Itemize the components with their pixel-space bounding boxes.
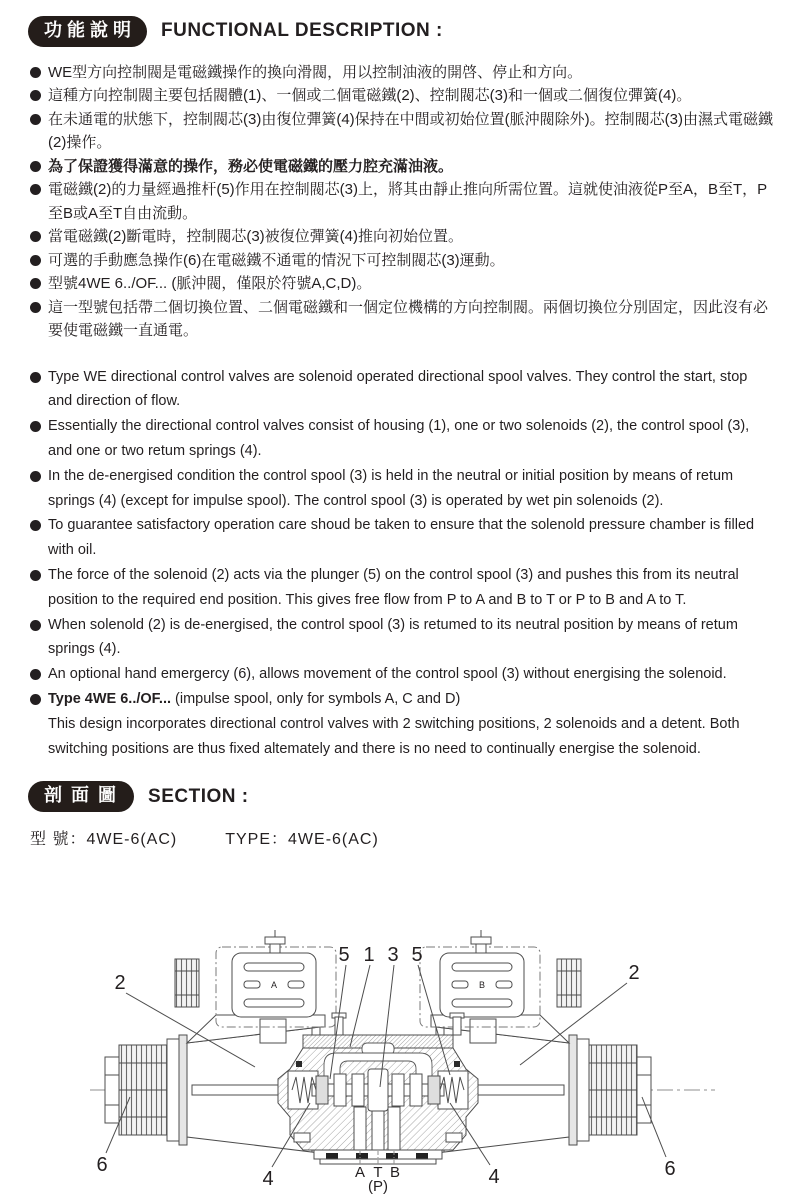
list-item (30, 662, 774, 687)
port-p-label: (P) (368, 1177, 388, 1195)
list-item (30, 513, 774, 563)
valve-housing (278, 1013, 478, 1165)
bullet-icon (30, 67, 41, 78)
section-header (28, 781, 800, 812)
list-item (30, 563, 774, 613)
bullet-text: When solenold (2) is de-energised, the control spool (3) is retumed to its neutral position by means of retum springs (4). (48, 616, 738, 658)
bullet-icon (30, 372, 41, 383)
bullet-icon (30, 278, 41, 289)
list-item (30, 155, 774, 179)
callout-4-right: 4 (488, 1165, 500, 1188)
english-bullet-list (0, 365, 800, 762)
bullet-icon (30, 114, 41, 125)
bullet-text-continued: This design incorporates directional control valves with 2 switching positions, 2 solenoids and a detent. Both switching positions are thus fixed altemately and there is no need to continually energise the solenoid. (48, 715, 740, 757)
chinese-bullet-list (0, 61, 800, 343)
model-number: 型 號：4WE-6(AC) (30, 830, 178, 848)
functional-title: FUNCTIONAL DESCRIPTION : (161, 20, 443, 42)
section-title: SECTION : (148, 785, 249, 807)
bullet-icon (30, 302, 41, 313)
bullet-icon (30, 255, 41, 266)
functional-badge: 功能說明 (28, 16, 147, 47)
callout-6-right: 6 (664, 1157, 676, 1180)
model-row (30, 826, 800, 849)
terminal-box-left (175, 930, 336, 1027)
list-item (30, 414, 774, 464)
list-item (30, 61, 774, 85)
bullet-icon (30, 161, 41, 172)
drawing-container (20, 907, 800, 1197)
bullet-text: 可選的手動應急操作(6)在電磁鐵不通電的情況下可控制閥芯(3)運動。 (48, 251, 505, 269)
bullet-icon (30, 620, 41, 631)
type-label: TYPE：4WE-6(AC) (225, 830, 379, 848)
bullet-text: To guarantee satisfactory operation care shoud be taken to ensure that the solenold pressure chamber is filled with oil. (48, 517, 755, 559)
terminal-box-right (420, 930, 581, 1027)
bullet-text: 為了保證獲得滿意的操作，務必使電磁鐵的壓力腔充滿油液。 (48, 157, 454, 175)
bullet-text: 這種方向控制閥主要包括閥體(1)、一個或二個電磁鐵(2)、控制閥芯(3)和一個或二個復位彈簧(4)。 (48, 87, 692, 105)
manual-override-right (569, 1035, 651, 1145)
section-badge: 剖 面 圖 (28, 781, 134, 812)
bullet-text: Essentially the directional control valves consist of housing (1), one or two solenoids (2), the control spool (3), and one or two retum springs (4). (48, 418, 750, 459)
list-item (30, 296, 774, 343)
callout-3: 3 (387, 943, 399, 966)
bullet-text: WE型方向控制閥是電磁鐵操作的換向滑閥，用以控制油液的開啓、停止和方向。 (48, 63, 583, 81)
list-item (30, 225, 774, 249)
bullet-text: Type WE directional control valves are solenoid operated directional spool valves. They control the start, stop and direction of flow. (48, 368, 748, 410)
list-item (30, 178, 774, 225)
section-section (0, 781, 800, 1197)
functional-header (28, 16, 800, 47)
valve-cross-section (90, 930, 715, 1167)
bullet-icon (30, 694, 41, 705)
terminal-b-label: B (478, 979, 486, 990)
bullet-icon (30, 231, 41, 242)
bullet-icon (30, 184, 41, 195)
list-item (30, 272, 774, 296)
list-item (30, 687, 774, 761)
bullet-icon (30, 421, 41, 432)
callout-4-left: 4 (262, 1167, 274, 1190)
bullet-icon (30, 570, 41, 581)
port-labels (355, 1164, 400, 1195)
bullet-text: (impulse spool, only for symbols A, C and D) (171, 690, 461, 707)
list-item (30, 464, 774, 514)
callout-2-left: 2 (114, 971, 126, 994)
port-a-label: A (354, 1163, 366, 1181)
bullet-text: 這一型號包括帶二個切換位置、二個電磁鐵和一個定位機構的方向控制閥。兩個切換位分別固定，因此沒有必要使電磁鐵一直通電。 (48, 298, 769, 340)
port-t-label: T (373, 1163, 383, 1181)
callout-5-left: 5 (338, 943, 350, 966)
port-b-label: B (389, 1163, 401, 1181)
callout-6-left: 6 (96, 1153, 108, 1176)
bullet-text: In the de-energised condition the control spool (3) is held in the neutral or initial position by means of retum springs (4) (except for impulse spool). The control spool (3) is operated by wet pin solenoids (2). (48, 467, 734, 509)
bullet-icon (30, 520, 41, 531)
bullet-text: An optional hand emergercy (6), allows movement of the control spool (3) without energising the solenoid. (48, 666, 727, 683)
functional-description-section (0, 16, 800, 761)
terminal-a-label: A (270, 979, 278, 990)
list-item (30, 249, 774, 273)
section-drawing (20, 907, 780, 1195)
bullet-icon (30, 669, 41, 680)
manual-override-left (105, 1035, 187, 1145)
bullet-icon (30, 471, 41, 482)
callout-5-right: 5 (411, 943, 423, 966)
list-item (30, 84, 774, 108)
bullet-text: The force of the solenoid (2) acts via the plunger (5) on the control spool (3) and pushes this from its neutral position to the required end position. This gives free flow from P to A and B to T or P to B and A to T. (48, 566, 739, 608)
bullet-text: 型號4WE 6../OF... (脈沖閥，僅限於符號A,C,D)。 (48, 275, 372, 293)
bullet-icon (30, 90, 41, 101)
bullet-text: 電磁鐵(2)的力量經過推杆(5)作用在控制閥芯(3)上，將其由靜止推向所需位置。這就使油液從P至A，B至T，P至B或A至T自由流動。 (48, 181, 768, 222)
list-item (30, 108, 774, 155)
bullet-text-lead: Type 4WE 6../OF... (48, 690, 172, 707)
callout-1: 1 (363, 943, 375, 966)
bullet-text: 在未通電的狀態下，控制閥芯(3)由復位彈簧(4)保持在中間或初始位置(脈沖閥除外)。控制閥芯(3)由濕式電磁鐵(2)操作。 (48, 110, 773, 152)
callout-2-right: 2 (628, 961, 640, 984)
bullet-text: 當電磁鐵(2)斷電時，控制閥芯(3)被復位彈簧(4)推向初始位置。 (48, 228, 464, 246)
list-item (30, 365, 774, 415)
list-item (30, 613, 774, 663)
